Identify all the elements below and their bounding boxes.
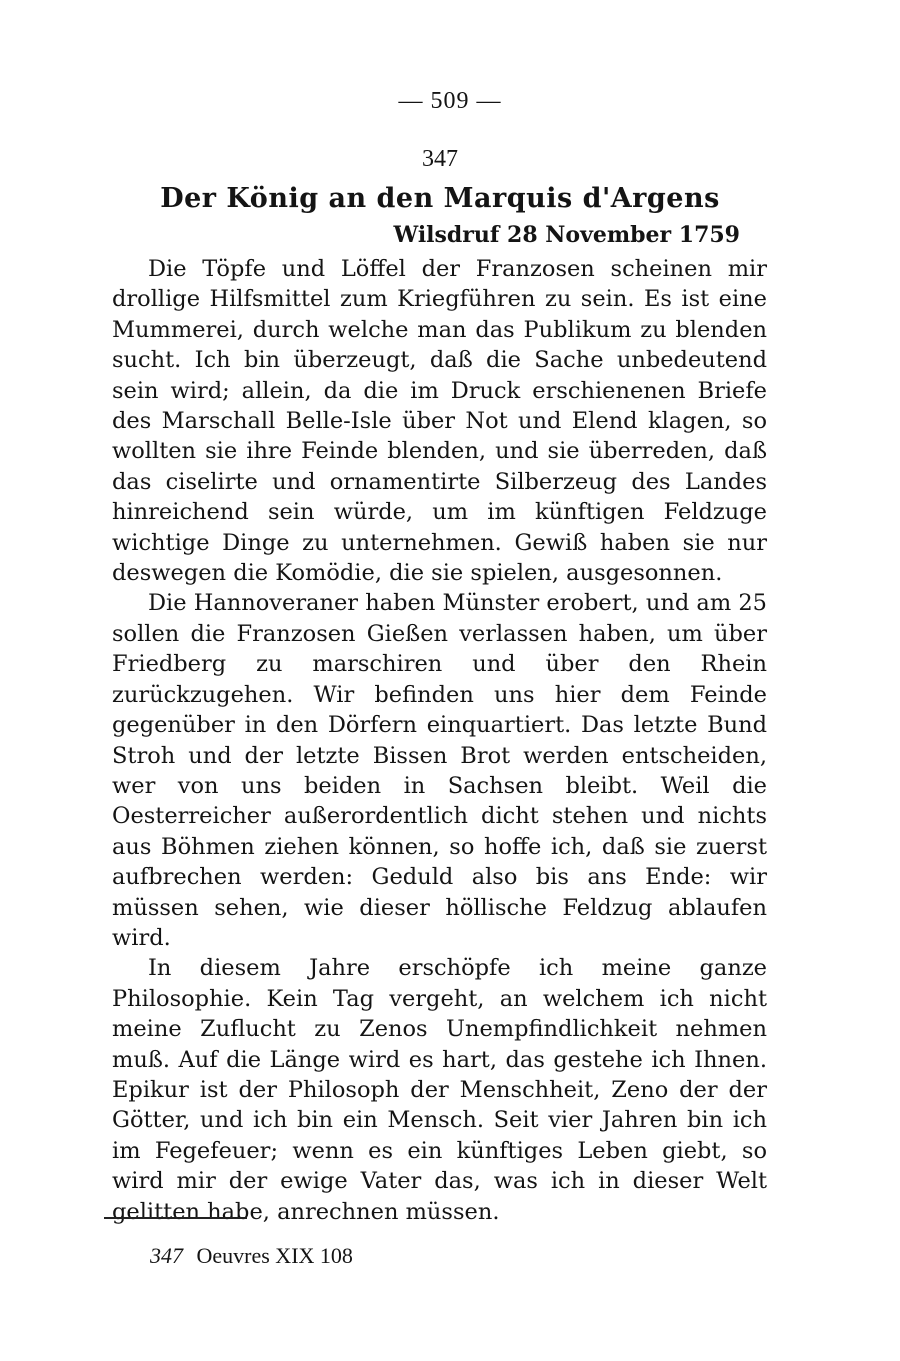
page-number: — 509 — [398,88,502,114]
footnote-divider [104,1217,247,1219]
letter-number: 347 [422,146,458,172]
paragraph-1: Die Töpfe und Löffel der Franzosen scheinen mir drollige Hilfsmittel zum Kriegführen zu sein. Es ist eine Mummerei, durch welche man das Publikum zu blenden sucht. Ich bin überzeugt, daß die Sache unbedeutend sein wird; allein, da die im Druck erschienenen Briefe des Marschall Belle-Isle über Not und Elend klagen, so wollten sie ihre Feinde blenden, und sie überreden, daß das ciselirte und ornamentirte Silberzeug des Landes hinreichend sein würde, um im künftigen Feldzuge wichtige Dinge zu unternehmen. Gewiß haben sie nur deswegen die Komödie, die sie spielen, ausgesonnen. [112,256,767,587]
letter-title: Der König an den Marquis d'Argens [160,183,720,214]
letter-dateline: Wilsdruf 28 November 1759 [393,222,740,248]
footnote-number: 347 [150,1243,183,1268]
paragraph-2: Die Hannoveraner haben Münster erobert, und am 25 sollen die Franzosen Gießen verlassen haben, um über Friedberg zu marschiren und über den Rhein zurückzugehen. Wir befinden uns hier dem Feinde gegenüber in den Dörfern einquartiert. Das letzte Bund Stroh und der letzte Bissen Brot werden entscheiden, wer von uns beiden in Sachsen bleibt. Weil die Oesterreicher außerordentlich dicht stehen und nichts aus Böhmen ziehen können, so hoffe ich, daß sie zuerst aufbrechen werden: Geduld also bis ans Ende: wir müssen sehen, wie dieser höllische Feldzug ablaufen wird. [112,590,767,951]
footnote [150,1243,353,1269]
paragraph-3: In diesem Jahre erschöpfe ich meine ganze Philosophie. Kein Tag vergeht, an welchem ich nicht meine Zuflucht zu Zenos Unempfindlichkeit nehmen muß. Auf die Länge wird es hart, das gestehe ich Ihnen. Epikur ist der Philosoph der Menschheit, Zeno der der Götter, und ich bin ein Mensch. Seit vier Jahren bin ich im Fegefeuer; wenn es ein künftiges Leben giebt, so wird mir der ewige Vater das, was ich in dieser Welt gelitten habe, anrechnen müssen. [112,955,767,1225]
footnote-text: Oeuvres XIX 108 [196,1243,353,1268]
letter-body [112,254,767,1227]
